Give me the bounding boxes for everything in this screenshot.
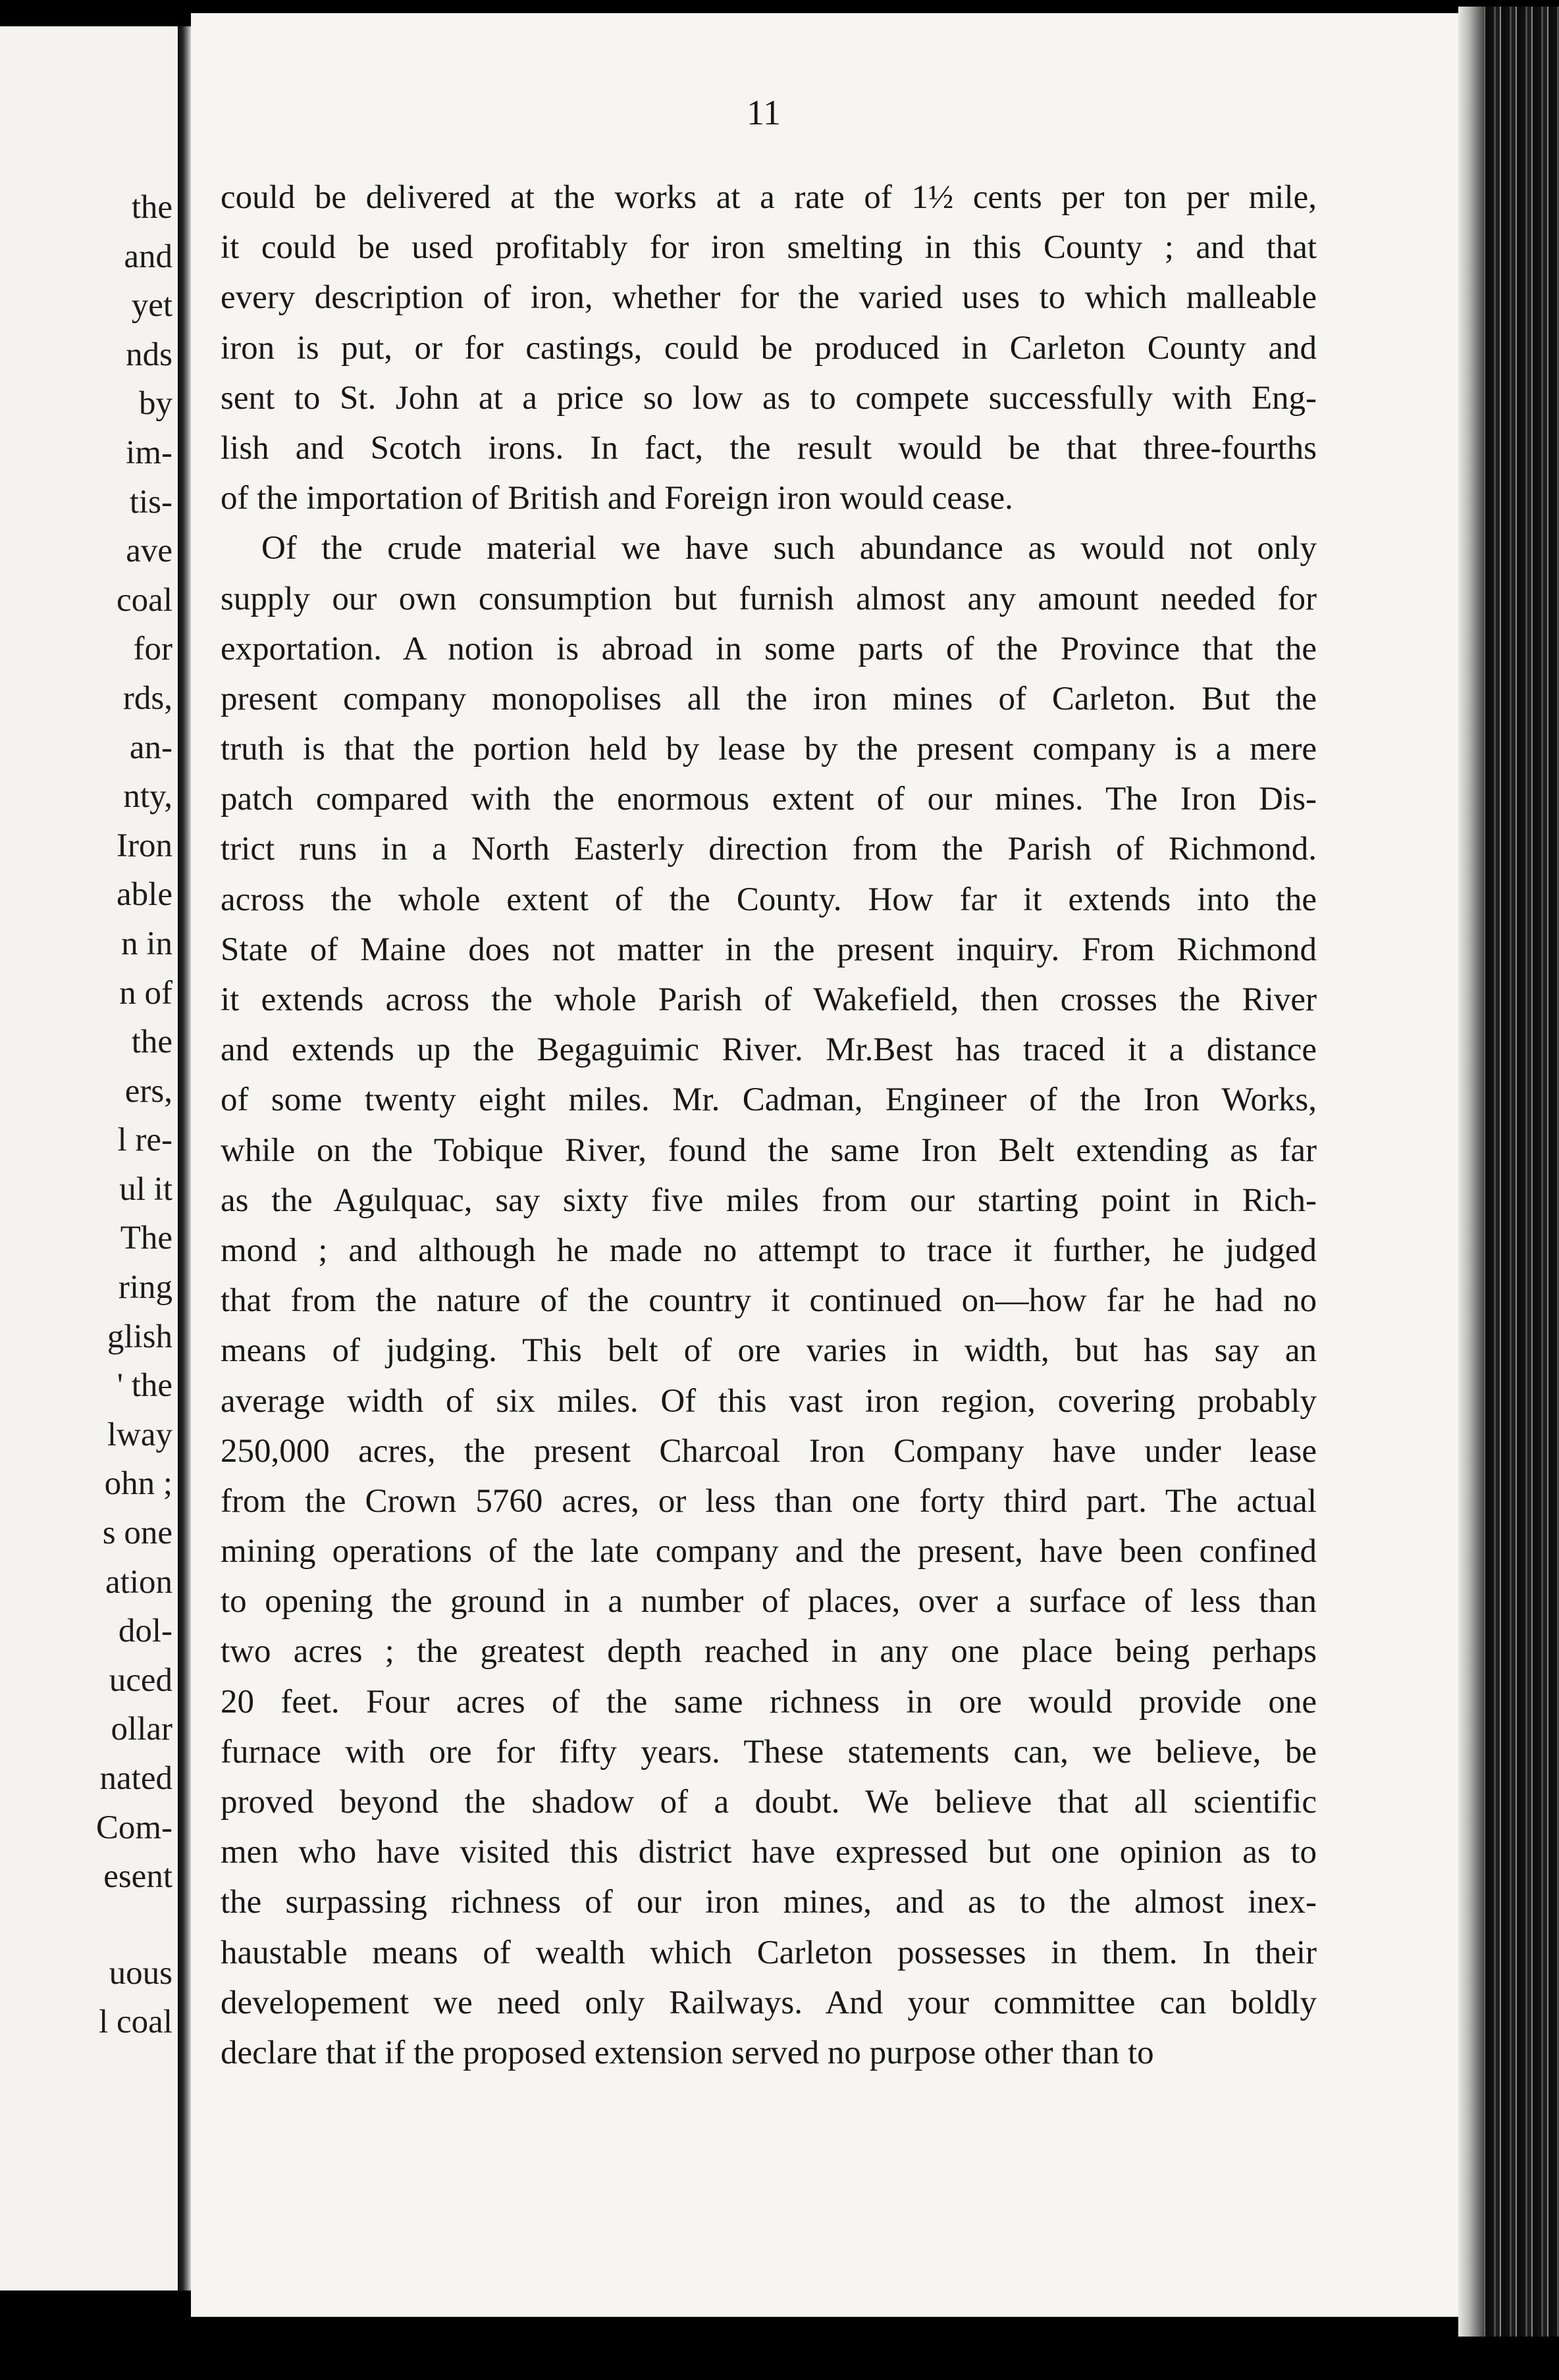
left-text-fragment: and: [124, 238, 172, 275]
left-text-fragment: lway: [107, 1416, 172, 1453]
left-text-fragment: yet: [131, 287, 172, 324]
text-line: trict runs in a North Easterly direction from the Parish of Richmond.: [221, 831, 1317, 868]
page-edge-shadow: [1458, 7, 1485, 2337]
left-page-fragment: [0, 26, 178, 2290]
text-line: sent to St. John at a price so low as to compete successfully with Eng-: [221, 379, 1317, 417]
text-line: State of Maine does not matter in the present inquiry. From Richmond: [221, 931, 1317, 968]
left-text-fragment: The: [120, 1220, 172, 1257]
book-gutter: [178, 26, 191, 2290]
text-line: present company monopolises all the iron mines of Carleton. But the: [221, 680, 1317, 717]
text-line: means of judging. This belt of ore varies in width, but has say an: [221, 1332, 1317, 1370]
left-text-fragment: rds,: [122, 679, 172, 717]
left-text-fragment: nty,: [123, 778, 172, 815]
text-line: men who have visited this district have expressed but one opinion as to: [221, 1834, 1317, 1871]
left-text-fragment: the: [131, 1023, 172, 1061]
left-text-fragment: l re-: [117, 1122, 172, 1159]
text-line: of the importation of British and Foreign iron would cease.: [221, 480, 1013, 517]
text-line: supply our own consumption but furnish almost any amount needed for: [221, 580, 1317, 617]
left-text-fragment: Iron: [117, 827, 172, 864]
text-line: could be delivered at the works at a rate of 1½ cents per ton per mile,: [221, 179, 1317, 216]
left-text-fragment: ' the: [117, 1367, 172, 1405]
left-text-fragment: tis-: [129, 483, 172, 521]
left-text-fragment: ohn ;: [104, 1465, 172, 1503]
left-text-fragment: s one: [102, 1514, 172, 1552]
left-text-fragment: ave: [126, 532, 172, 570]
left-text-fragment: the: [131, 189, 172, 226]
text-line: two acres ; the greatest depth reached in any one place being perhaps: [221, 1633, 1317, 1670]
body-text: [221, 172, 1317, 2078]
left-text-fragment: nds: [126, 336, 172, 373]
text-line: the surpassing richness of our iron mines, and as to the almost inex-: [221, 1884, 1317, 1921]
text-line: declare that if the proposed extension served no purpose other than to: [221, 2034, 1154, 2071]
left-text-fragment: ers,: [124, 1072, 172, 1110]
text-line: patch compared with the enormous extent of our mines. The Iron Dis-: [221, 781, 1317, 818]
left-text-fragment: uous: [109, 1954, 172, 1992]
left-text-fragment: uced: [109, 1661, 172, 1699]
text-line: mining operations of the late company and the present, have been confined: [221, 1533, 1317, 1570]
text-line: every description of iron, whether for the varied uses to which malleable: [221, 279, 1317, 317]
left-text-fragment: glish: [107, 1318, 172, 1355]
text-line: lish and Scotch irons. In fact, the result would be that three-fourths: [221, 429, 1317, 467]
left-page-text: [0, 183, 178, 2047]
text-line: to opening the ground in a number of places, over a surface of less than: [221, 1583, 1317, 1620]
text-line: it could be used profitably for iron smelting in this County ; and that: [221, 229, 1317, 267]
left-text-fragment: ation: [105, 1563, 172, 1601]
left-text-fragment: l coal: [99, 2004, 172, 2041]
text-line: mond ; and although he made no attempt to trace it further, he judged: [221, 1231, 1317, 1269]
text-line: and extends up the Begaguimic River. Mr.Best has traced it a distance: [221, 1031, 1317, 1069]
left-text-fragment: ring: [118, 1269, 172, 1306]
left-text-fragment: for: [133, 631, 172, 668]
text-line: furnace with ore for fifty years. These statements can, we believe, be: [221, 1733, 1317, 1771]
text-line: 250,000 acres, the present Charcoal Iron Company have under lease: [221, 1432, 1317, 1470]
left-text-fragment: able: [117, 876, 172, 914]
text-line: truth is that the portion held by lease by the present company is a mere: [221, 731, 1317, 768]
left-text-fragment: nated: [99, 1760, 172, 1797]
text-line: that from the nature of the country it continued on—how far he had no: [221, 1282, 1317, 1320]
text-line: from the Crown 5760 acres, or less than one forty third part. The actual: [221, 1482, 1317, 1520]
text-line: average width of six miles. Of this vast iron region, covering probably: [221, 1382, 1317, 1420]
text-line: Of the crude material we have such abundance as would not only: [261, 530, 1317, 567]
left-text-fragment: ul it: [119, 1170, 172, 1208]
text-line: across the whole extent of the County. How far it extends into the: [221, 881, 1317, 918]
text-line: as the Agulquac, say sixty five miles from our starting point in Rich-: [221, 1181, 1317, 1219]
text-line: developement we need only Railways. And your committee can boldly: [221, 1984, 1317, 2021]
text-line: of some twenty eight miles. Mr. Cadman, Engineer of the Iron Works,: [221, 1081, 1317, 1119]
left-text-fragment: by: [139, 385, 172, 423]
text-line: it extends across the whole Parish of Wakefield, then crosses the River: [221, 981, 1317, 1018]
text-line: iron is put, or for castings, could be produced in Carleton County and: [221, 329, 1317, 367]
left-text-fragment: an-: [129, 729, 172, 766]
left-text-fragment: n of: [119, 974, 172, 1012]
left-text-fragment: esent: [103, 1858, 172, 1896]
page-number: 11: [747, 93, 781, 132]
text-line: exportation. A notion is abroad in some parts of the Province that the: [221, 630, 1317, 667]
text-line: while on the Tobique River, found the same Iron Belt extending as far: [221, 1131, 1317, 1169]
left-text-fragment: n in: [121, 925, 172, 962]
text-line: haustable means of wealth which Carleton possesses in them. In their: [221, 1934, 1317, 1971]
left-text-fragment: dol-: [118, 1613, 172, 1650]
left-text-fragment: ollar: [111, 1711, 172, 1748]
left-text-fragment: coal: [117, 581, 172, 619]
text-line: 20 feet. Four acres of the same richness in ore would provide one: [221, 1683, 1317, 1720]
left-text-fragment: Com-: [95, 1809, 172, 1846]
left-text-fragment: im-: [126, 434, 172, 471]
text-line: proved beyond the shadow of a doubt. We believe that all scientific: [221, 1784, 1317, 1821]
